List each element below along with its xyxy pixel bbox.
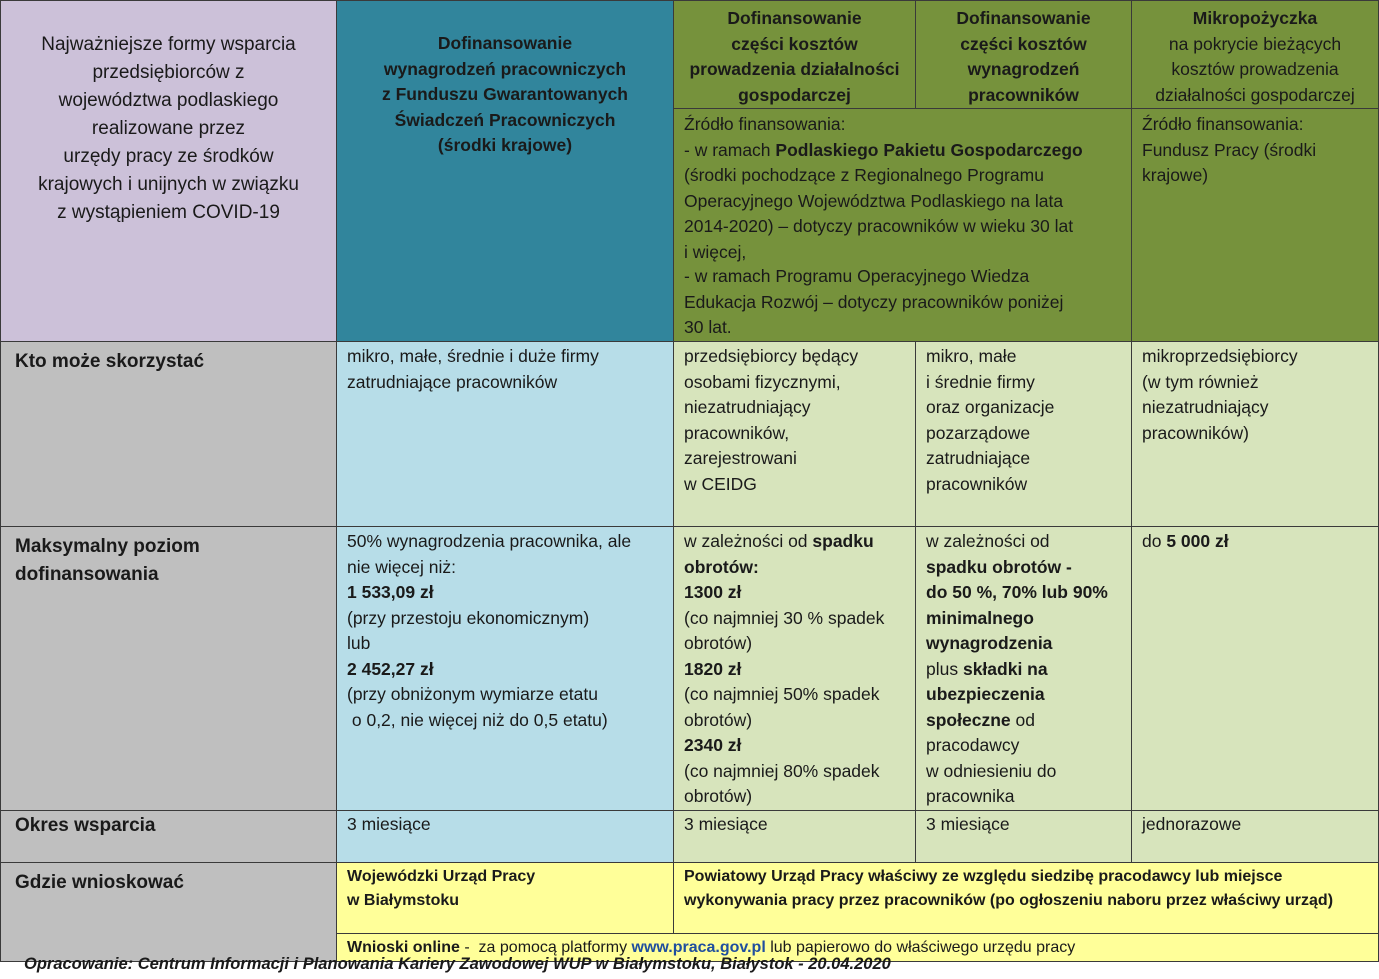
column-header-business-costs: Dofinansowanie części kosztów prowadzenia działalności gospodarczej: [674, 1, 916, 109]
max-wage-costs: w zależności od spadku obrotów - do 50 %, 70% lub 90% minimalnego wynagrodzenia plus składki na ubezpieczenia społeczne od pracodawcy w odniesieniu do pracownika: [916, 527, 1132, 811]
row-label-period: Okres wsparcia: [1, 810, 337, 862]
table-corner-title: Najważniejsze formy wsparcia przedsiębiorców z województwa podlaskiego realizowane przez urzędy pracy ze środków krajowych i unijnych w związku z wystąpieniem COVID-19: [1, 1, 337, 342]
max-fgsp: 50% wynagrodzenia pracownika, ale nie więcej niż: 1 533,09 zł (przy przestoju ekonomicznym) lub 2 452,27 zł (przy obniżonym wymiarze etatu o 0,2, nie więcej niż do 0,5 etatu): [337, 527, 674, 811]
column-header-fgsp: Dofinansowanie wynagrodzeń pracowniczych z Funduszu Gwarantowanych Świadczeń Pracowniczych (środki krajowe): [337, 1, 674, 342]
max-microloan: do 5 000 zł: [1132, 527, 1379, 811]
period-business-costs: 3 miesiące: [674, 810, 916, 862]
funding-source-fp: Źródło finansowania: Fundusz Pracy (środki krajowe): [1132, 109, 1379, 342]
max-business-costs: w zależności od spadku obrotów: 1300 zł (co najmniej 30 % spadek obrotów) 1820 zł (co najmniej 50% spadek obrotów) 2340 zł (co najmniej 80% spadek obrotów): [674, 527, 916, 811]
funding-source-eu: Źródło finansowania: - w ramach Podlaskiego Pakietu Gospodarczego (środki pochodzące z Regionalnego Programu Operacyjnego Województwa Podlaskiego na lata 2014-2020) – dotyczy pracowników w wieku 30 lat i więcej, - w ramach Programu Operacyjnego Wiedza Edukacja Rozwój – dotyczy pracowników poniżej 30 lat.: [674, 109, 1132, 342]
where-wup: Wojewódzki Urząd Pracy w Białymstoku: [337, 862, 674, 933]
period-wage-costs: 3 miesiące: [916, 810, 1132, 862]
praca-gov-link[interactable]: www.praca.gov.pl: [631, 938, 766, 956]
column-header-microloan: Mikropożyczka na pokrycie bieżących kosztów prowadzenia działalności gospodarczej: [1132, 1, 1379, 109]
column-header-wage-costs: Dofinansowanie części kosztów wynagrodzeń pracowników: [916, 1, 1132, 109]
who-microloan: mikroprzedsiębiorcy (w tym również niezatrudniający pracowników): [1132, 342, 1379, 527]
who-wage-costs: mikro, małe i średnie firmy oraz organizacje pozarządowe zatrudniające pracowników: [916, 342, 1132, 527]
period-fgsp: 3 miesiące: [337, 810, 674, 862]
period-microloan: jednorazowe: [1132, 810, 1379, 862]
online-label: Wnioski online: [347, 938, 460, 956]
online-application-note: Wnioski online - za pomocą platformy www.praca.gov.pl lub papierowo do właściwego urzędu pracy: [337, 933, 1379, 961]
row-label-max-level: Maksymalny poziom dofinansowania: [1, 527, 337, 811]
row-label-where: Gdzie wnioskować: [1, 862, 337, 961]
row-label-who: Kto może skorzystać: [1, 342, 337, 527]
who-fgsp: mikro, małe, średnie i duże firmy zatrudniające pracowników: [337, 342, 674, 527]
where-pup: Powiatowy Urząd Pracy właściwy ze względu siedzibę pracodawcy lub miejsce wykonywania pracy przez pracowników (po ogłoszeniu naboru przez właściwy urząd): [674, 862, 1379, 933]
footer-credit: Opracowanie: Centrum Informacji i Planowania Kariery Zawodowej WUP w Białymstoku, Białystok - 20.04.2020: [24, 955, 891, 973]
who-business-costs: przedsiębiorcy będący osobami fizycznymi, niezatrudniający pracowników, zarejestrowani w CEIDG: [674, 342, 916, 527]
